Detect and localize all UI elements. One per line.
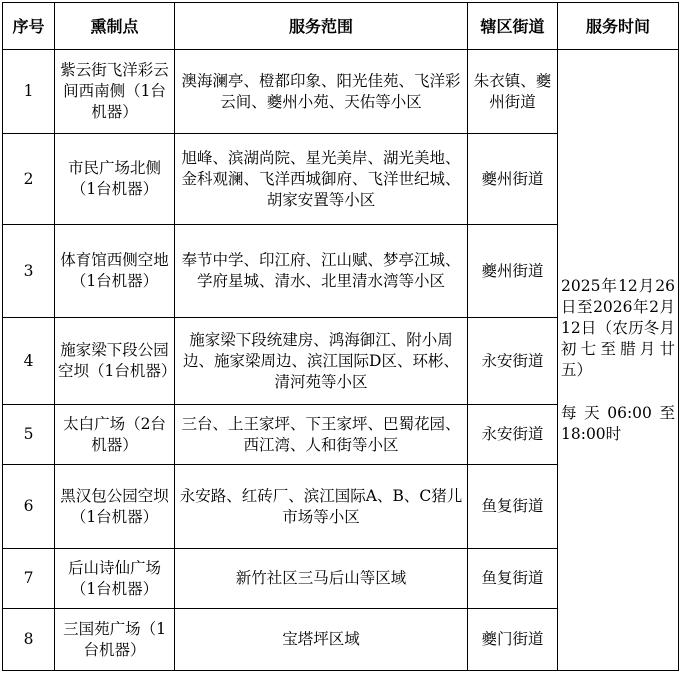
cell-district-street: 夔门街道 xyxy=(468,609,558,671)
cell-serial-number: 8 xyxy=(3,609,55,671)
cell-district-street: 朱衣镇、夔州街道 xyxy=(468,50,558,134)
cell-serial-number: 1 xyxy=(3,50,55,134)
cell-district-street: 鱼复街道 xyxy=(468,549,558,609)
cell-serial-number: 7 xyxy=(3,549,55,609)
header-row xyxy=(3,3,679,50)
cell-district-street: 永安街道 xyxy=(468,318,558,405)
cell-smoking-point: 太白广场（2台机器） xyxy=(55,405,175,465)
header-district-street: 辖区街道 xyxy=(468,3,558,50)
cell-service-time xyxy=(558,50,679,671)
cell-smoking-point: 紫云街飞洋彩云间西南侧（1台机器） xyxy=(55,50,175,134)
cell-district-street: 鱼复街道 xyxy=(468,465,558,549)
header-serial-number: 序号 xyxy=(3,3,55,50)
cell-smoking-point: 黑汉包公园空坝（1台机器） xyxy=(55,465,175,549)
cell-district-street: 夔州街道 xyxy=(468,134,558,225)
cell-district-street: 夔州街道 xyxy=(468,225,558,318)
cell-serial-number: 6 xyxy=(3,465,55,549)
cell-serial-number: 5 xyxy=(3,405,55,465)
cell-service-range: 新竹社区三马后山等区域 xyxy=(175,549,468,609)
cell-smoking-point: 后山诗仙广场（1台机器） xyxy=(55,549,175,609)
header-service-time: 服务时间 xyxy=(558,3,679,50)
smoking-service-schedule-table xyxy=(2,2,679,671)
cell-service-range: 宝塔坪区域 xyxy=(175,609,468,671)
cell-service-range: 施家梁下段统建房、鸿海御江、附小周边、施家梁周边、滨江国际D区、环彬、清河苑等小区 xyxy=(175,318,468,405)
cell-service-range: 澳海澜亭、橙都印象、阳光佳苑、飞洋彩云间、夔州小苑、天佑等小区 xyxy=(175,50,468,134)
service-time-period: 2025年12月26日至2026年2月12日（农历冬月初七至腊月廿五） xyxy=(561,276,675,379)
cell-serial-number: 3 xyxy=(3,225,55,318)
table-row xyxy=(3,50,679,134)
cell-serial-number: 2 xyxy=(3,134,55,225)
header-smoking-point: 熏制点 xyxy=(55,3,175,50)
cell-smoking-point: 三国苑广场（1台机器） xyxy=(55,609,175,671)
cell-service-range: 奉节中学、印江府、江山赋、梦亭江城、学府星城、清水、北里清水湾等小区 xyxy=(175,225,468,318)
cell-serial-number: 4 xyxy=(3,318,55,405)
cell-service-range: 三台、上王家坪、下王家坪、巴蜀花园、西江湾、人和街等小区 xyxy=(175,405,468,465)
service-time-daily: 每天06:00至18:00时 xyxy=(561,403,675,443)
cell-smoking-point: 施家梁下段公园空坝（1台机器） xyxy=(55,318,175,405)
cell-service-range: 旭峰、滨湖尚院、星光美岸、湖光美地、金科观澜、飞洋西城御府、飞洋世纪城、胡家安置等小区 xyxy=(175,134,468,225)
cell-smoking-point: 市民广场北侧（1台机器） xyxy=(55,134,175,225)
header-service-range: 服务范围 xyxy=(175,3,468,50)
cell-district-street: 永安街道 xyxy=(468,405,558,465)
cell-smoking-point: 体育馆西侧空地（1台机器） xyxy=(55,225,175,318)
cell-service-range: 永安路、红砖厂、滨江国际A、B、C猪儿市场等小区 xyxy=(175,465,468,549)
